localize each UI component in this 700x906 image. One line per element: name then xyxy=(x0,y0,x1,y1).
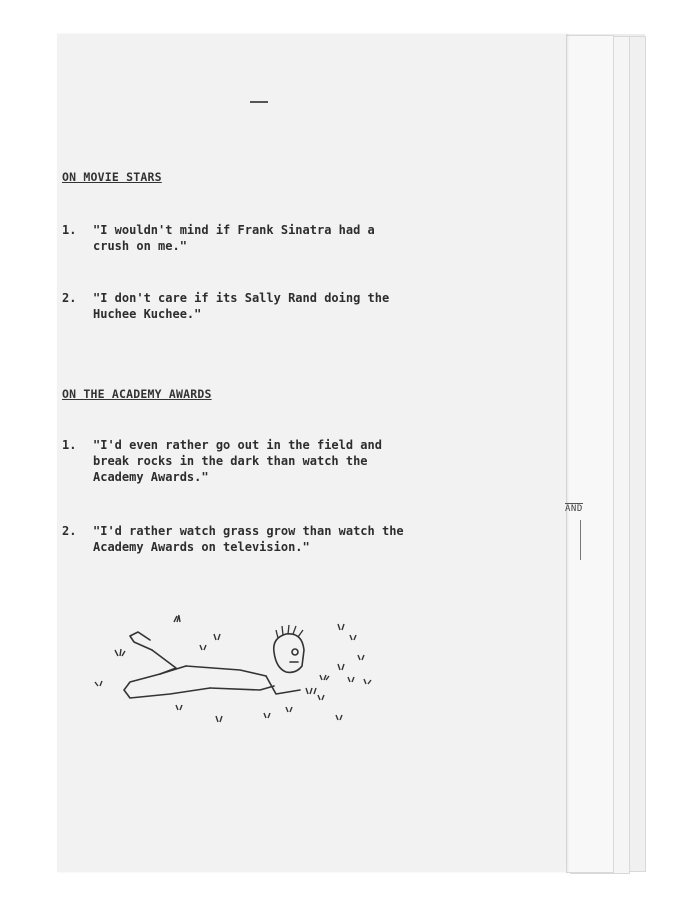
quote-line: break rocks in the dark than watch the xyxy=(93,454,368,468)
quote-line: crush on me." xyxy=(93,239,187,253)
quote-line: Huchee Kuchee." xyxy=(93,307,202,321)
quote-item xyxy=(62,289,462,325)
quote-line: "I'd rather watch grass grow than watch the xyxy=(93,524,404,538)
item-number: 1. xyxy=(62,438,77,452)
section-heading-movie-stars: ON MOVIE STARS xyxy=(62,170,162,184)
back-page-tick xyxy=(580,520,581,560)
quote-line: "I don't care if its Sally Rand doing the xyxy=(93,291,390,305)
quote-line: Academy Awards on television." xyxy=(93,540,310,554)
item-number: 2. xyxy=(62,291,77,305)
back-page-fragment: AND xyxy=(565,504,583,514)
quote-line: Academy Awards." xyxy=(93,470,209,484)
quote-line: "I'd even rather go out in the field and xyxy=(93,438,382,452)
back-sheet-1 xyxy=(566,35,614,873)
quote-line: "I wouldn't mind if Frank Sinatra had a xyxy=(93,223,375,237)
stray-mark xyxy=(250,101,268,103)
quote-item xyxy=(62,221,462,257)
section-heading-academy-awards: ON THE ACADEMY AWARDS xyxy=(62,387,212,401)
quote-item xyxy=(62,522,462,558)
quote-item xyxy=(62,436,462,490)
item-number: 1. xyxy=(62,223,77,237)
item-number: 2. xyxy=(62,524,77,538)
man-in-grass-drawing xyxy=(90,610,390,730)
